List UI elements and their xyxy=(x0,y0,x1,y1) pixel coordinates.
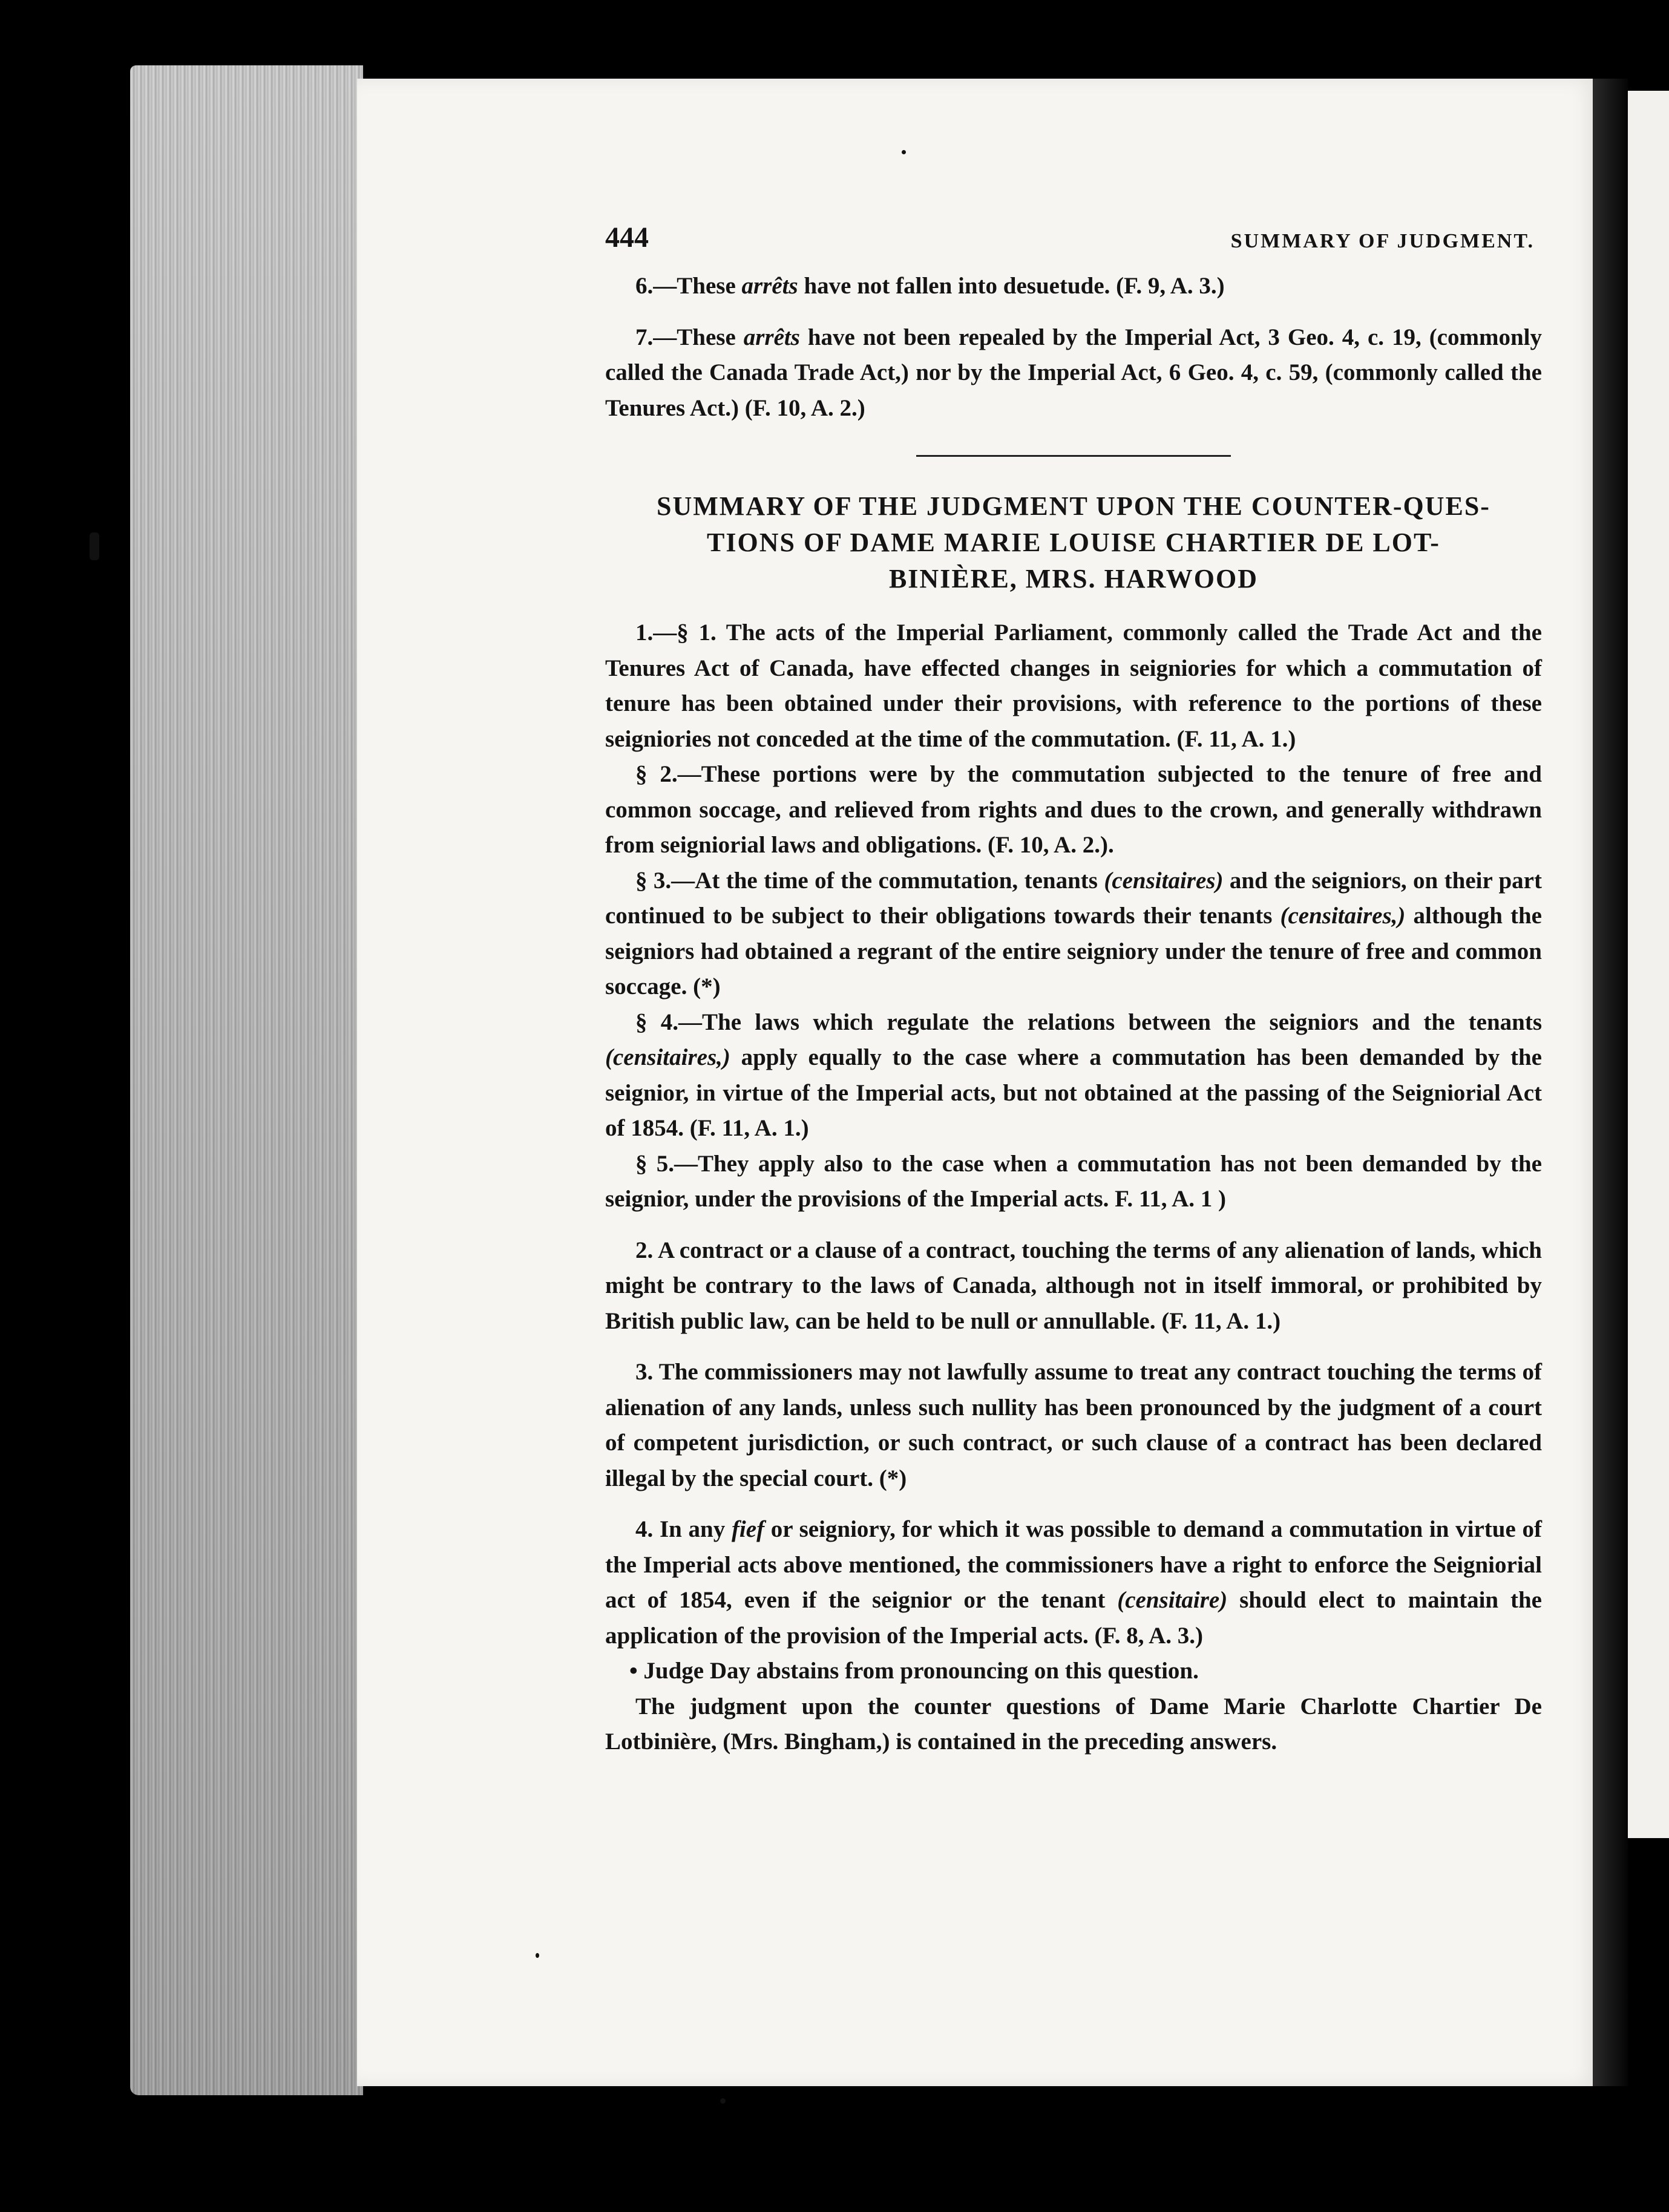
page-text xyxy=(605,220,1542,1760)
closing-paragraph: The judgment upon the counter questions of Dame Marie Charlotte Chartier De Lotbinière, (Mrs. Bingham,) is contained in the preceding answers. xyxy=(605,1693,1542,1755)
paragraph-item-7: 7.—These arrêts have not been repealed by the Imperial Act, 3 Geo. 4, c. 19, (commonly called the Canada Trade Act,) nor by the Imperial Act, 6 Geo. 4, c. 59, (commonly called the Tenures Act.) (F. 10, A. 2.) xyxy=(605,324,1542,421)
footnote: • Judge Day abstains from pronouncing on this question. xyxy=(629,1658,1199,1684)
page-header xyxy=(605,220,1542,269)
page-gutter xyxy=(1593,79,1628,2086)
section-heading xyxy=(605,488,1542,597)
paragraph-2: 2. A contract or a clause of a contract, touching the terms of any alienation of lands, which might be contrary to the laws of Canada, although not in itself immoral, or prohibited by British public law, can be held to be null or annullable. (F. 11, A. 1.) xyxy=(605,1237,1542,1334)
paragraph-4: 4. In any fief or seigniory, for which it was possible to demand a commutation in virtue of the Imperial acts above mentioned, the commissioners have a right to enforce the Seigniorial act of 1854, even if the seignior or the tenant (censitaire) should elect to maintain the application of the provision of the Imperial acts. (F. 8, A. 3.) xyxy=(605,1516,1542,1649)
heading-line: BINIÈRE, MRS. HARWOOD xyxy=(888,564,1259,594)
heading-line: TIONS OF DAME MARIE LOUISE CHARTIER DE LOT- xyxy=(707,528,1440,557)
book-page-edge-shade xyxy=(130,65,363,2095)
paragraph-1-section-2: § 2.—These portions were by the commutation subjected to the tenure of free and common soccage, and relieved from rights and dues to the crown, and generally withdrawn from seigniorial laws and obligations. (F. 10, A. 2.). xyxy=(605,761,1542,858)
scan-speck xyxy=(720,2098,726,2104)
paragraph-1-section-1: 1.—§ 1. The acts of the Imperial Parliament, commonly called the Trade Act and the Tenures Act of Canada, have effected changes in seigniories for which a commutation of tenure has been obtained under their provisions, with reference to the portions of these seigniories not conceded at the time of the commutation. (F. 11, A. 1.) xyxy=(605,620,1542,752)
paragraph-1-section-5: § 5.—They apply also to the case when a commutation has not been demanded by the seignior, under the provisions of the Imperial acts. F. 11, A. 1 ) xyxy=(605,1150,1542,1212)
scan-speck xyxy=(536,1953,539,1958)
heading-line: SUMMARY OF THE JUDGMENT UPON THE COUNTER-QUES- xyxy=(657,491,1490,521)
running-head: SUMMARY OF JUDGMENT. xyxy=(1230,230,1535,252)
scan-speck xyxy=(90,532,99,560)
page-number: 444 xyxy=(605,221,649,254)
paragraph-3: 3. The commissioners may not lawfully assume to treat any contract touching the terms of alienation of any lands, unless such nullity has been pronounced by the judgment of a court of competent jurisdiction, or such contract, or such clause of a contract has been declared illegal by the special court. (*) xyxy=(605,1359,1542,1491)
paragraph-1-section-3: § 3.—At the time of the commutation, tenants (censitaires) and the seigniors, on their part continued to be subject to their obligations towards their tenants (censitaires,) although the seigniors had obtained a regrant of the entire seigniory under the tenure of free and common soccage. (*) xyxy=(605,867,1542,1000)
paragraph-item-6: 6.—These arrêts have not fallen into desuetude. (F. 9, A. 3.) xyxy=(635,273,1225,299)
paragraph-1-section-4: § 4.—The laws which regulate the relations between the seigniors and the tenants (censitaires,) apply equally to the case where a commutation has been demanded by the seignior, in virtue of the Imperial acts, but not obtained at the passing of the Seigniorial Act of 1854. (F. 11, A. 1.) xyxy=(605,1009,1542,1141)
facing-page-edge xyxy=(1628,91,1669,1838)
scan-speck xyxy=(902,150,906,154)
section-divider xyxy=(916,455,1231,457)
